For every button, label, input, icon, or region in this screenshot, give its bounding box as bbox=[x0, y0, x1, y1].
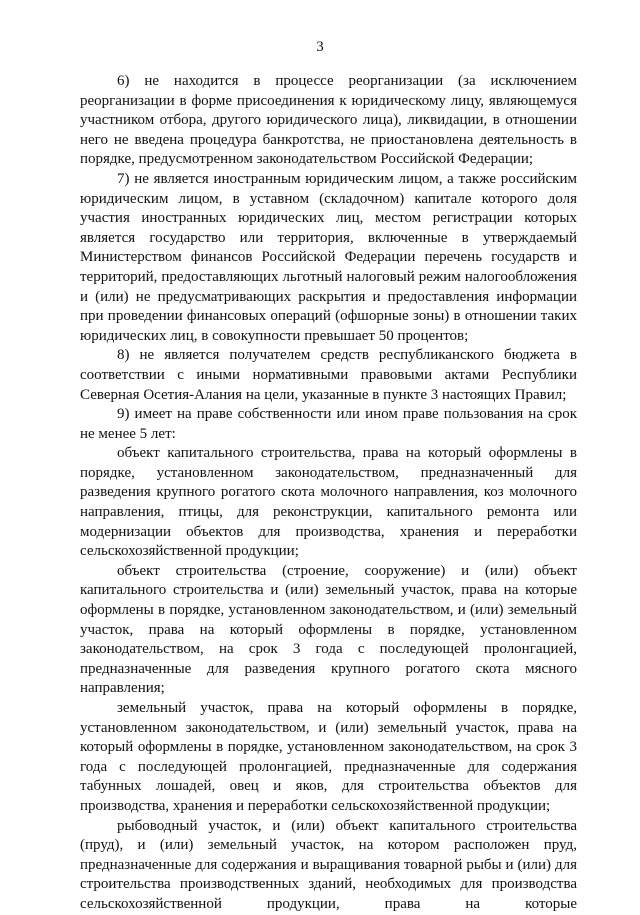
paragraph-item-8: 8) не является получателем средств республиканского бюджета в соответствии с иными нормативными правовыми актами Республики Северная Осетия-Алания на цели, указанные в пункте 3 настоящих Правил; bbox=[80, 347, 577, 403]
page-number: 3 bbox=[316, 39, 324, 55]
paragraph-item-7: 7) не является иностранным юридическим лицом, а также российским юридическим лицом, в уставном (складочном) капитале которого доля участия иностранных юридических лиц, местом регистрации которых является государство или территория, включенные в утверждаемый Министерством финансов Российской Федерации перечень государств и территорий, предоставляющих льготный налоговый режим налогообложения и (или) не предусматривающих раскрытия и предоставления информации при проведении финансовых операций (офшорные зоны) в отношении таких юридических лиц, в совокупности превышает 50 процентов; bbox=[80, 170, 577, 344]
paragraph-item-9: 9) имеет на праве собственности или ином праве пользования на срок не менее 5 лет: bbox=[80, 406, 577, 442]
paragraph-dairy-object: объект капитального строительства, права на который оформлены в порядке, установленном законодательством, предназначенный для разведения крупного рогатого скота молочного направления, коз молочного направления, птицы, для реконструкции, капитального ремонта или модернизации объектов для производства, хранения и переработки сельскохозяйственной продукции; bbox=[80, 445, 577, 560]
paragraph-fish-area: рыбоводный участок, и (или) объект капитального строительства (пруд), и (или) земельный участок, на котором расположен пруд, предназначенные для содержания и выращивания товарной рыбы и (или) для строительства производственных зданий, необходимых для производства сельскохозяйственной продукции, права на которые bbox=[80, 817, 577, 912]
paragraph-item-6: 6) не находится в процессе реорганизации (за исключением реорганизации в форме присоединения к юридическому лицу, являющемуся участником отбора, другого юридического лица), ликвидации, в отношении него не введена процедура банкротства, не приостановлена деятельность в порядке, предусмотренном законодательством Российской Федерации; bbox=[80, 73, 577, 168]
document-body bbox=[80, 72, 577, 915]
paragraph-horse-land: земельный участок, права на который оформлены в порядке, установленном законодательством, и (или) земельный участок, права на который оформлены в порядке, установленном законодательством, на срок 3 года с последующей пролонгацией, предназначенные для содержания табунных лошадей, овец и яков, для строительства объектов для производства, хранения и переработки сельскохозяйственной продукции; bbox=[80, 700, 577, 814]
paragraph-beef-object: объект строительства (строение, сооружение) и (или) объект капитального строительства и (или) земельный участок, права на которые оформлены в порядке, установленном законодательством, и (или) земельный участок, права на который оформлены в порядке, установленном законодательством, на срок 3 года с последующей пролонгацией, предназначенные для разведения крупного рогатого скота мясного направления; bbox=[80, 562, 577, 697]
